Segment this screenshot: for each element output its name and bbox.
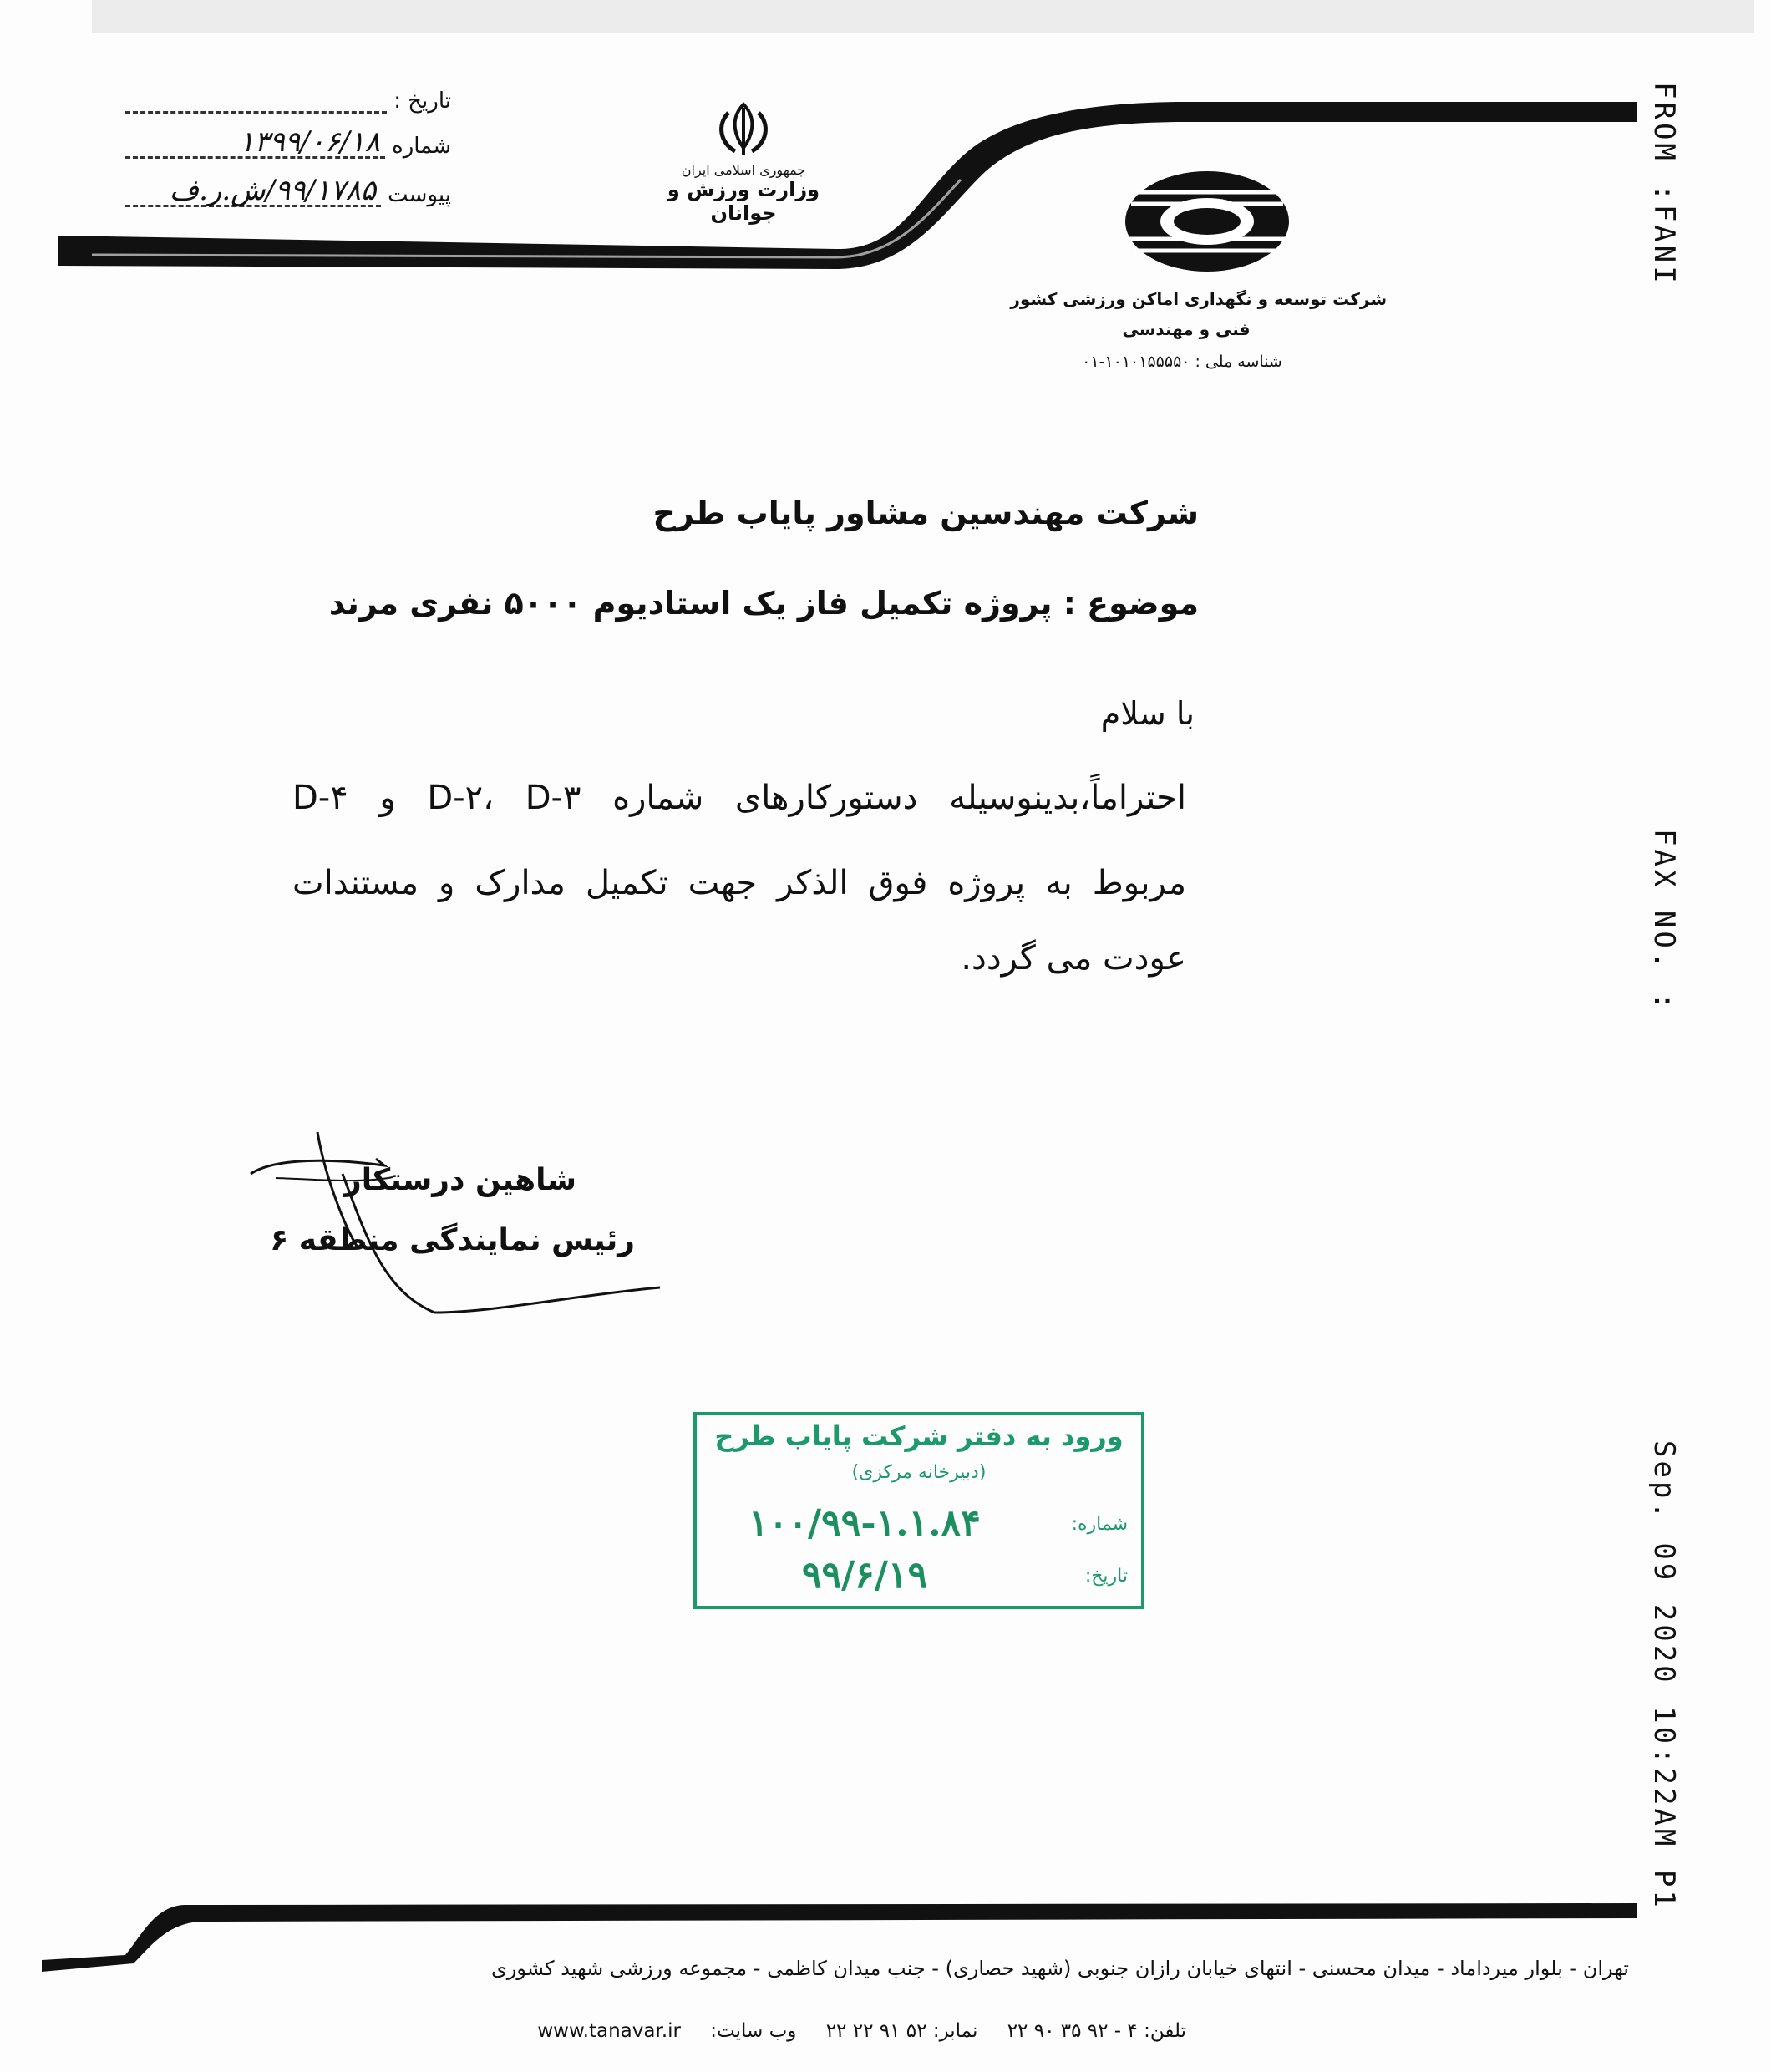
body-line: عودت می گردد. [961,939,1186,978]
body-line: احتراماً،بدینوسیله دستورکارهای شماره D-۲، D-۳ و D-۴ [292,779,1186,817]
company-name: شرکت توسعه و نگهداری اماکن ورزشی کشور [1010,289,1387,309]
number-label: شماره [392,134,451,159]
footer-contact [384,2020,1186,2042]
republic-label: جمهوری اسلامی ایران [681,162,806,178]
stamp-date-row [705,1554,1133,1596]
stamp-number-row [705,1502,1133,1544]
stamp-date-label: تاریخ: [1084,1566,1128,1587]
date-row [125,77,451,114]
footer-website-link[interactable]: www.tanavar.ir [537,2020,681,2042]
date-field [125,83,387,114]
signer-name: شاهین درستکار [344,1163,576,1197]
stamp-subtitle: (دبیرخانه مرکزی) [851,1462,987,1483]
date-label: تاریخ : [393,89,451,114]
number-row [125,122,451,159]
iran-emblem-icon [710,96,777,163]
recipient: شرکت مهندسین مشاور پایاب طرح [652,495,1199,531]
footer-phone: تلفن: ۴ - ۹۲ ۳۵ ۹۰ ۲۲ [1007,2020,1186,2042]
number-value: ۱۳۹۹/۰۶/۱۸ [125,128,385,159]
footer-address: تهران - بلوار میرداماد - میدان محسنی - انتهای خیابان رازان جنوبی (شهید حصاری) - جنب میدان کاظمی - مجموعه ورزشی شهید کشوری [490,1957,1629,1980]
attachment-row [125,170,451,207]
fax-timestamp: Sep. 09 2020 10:22AM P1 [1647,1440,1681,1911]
ministry-name: وزارت ورزش و جوانان [667,178,820,225]
company-logo-icon [1119,167,1295,276]
attachment-value: ۹۹/۱۷۸۵/ش.ر.ف [125,176,381,207]
attachment-label: پیوست [388,182,451,207]
company-department: فنی و مهندسی [1122,319,1251,339]
fax-from: FROM :FANI [1647,82,1681,287]
stamp-title: ورود به دفتر شرکت پایاب طرح [714,1420,1124,1452]
footer-website-label: وب سایت: [710,2020,797,2042]
stamp-number-value: ۱۰۰/۹۹-۱.۱.۸۴ [748,1502,981,1545]
footer-fax: نمابر: ۵۲ ۹۱ ۲۲ ۲۲ [825,2020,978,2042]
stamp-number-label: شماره: [1071,1514,1128,1535]
greeting: با سلام [1100,695,1195,732]
ministry-emblem-block [635,96,852,225]
receipt-stamp [693,1412,1144,1609]
body-line: مربوط به پروژه فوق الذکر جهت تکمیل مدارک و مستندات [292,864,1186,902]
company-national-id: شناسه ملی : ۱۰۱۰۱۵۵۵۵۰-۰۱ [1082,353,1282,371]
stamp-date-value: ۹۹/۶/۱۹ [801,1554,928,1597]
subject: موضوع : پروژه تکمیل فاز یک استادیوم ۵۰۰۰ نفری مرند [328,585,1199,622]
fax-number: FAX NO. : [1647,829,1681,1013]
signer-title: رئیس نمایندگی منطقه ۶ [270,1223,635,1257]
